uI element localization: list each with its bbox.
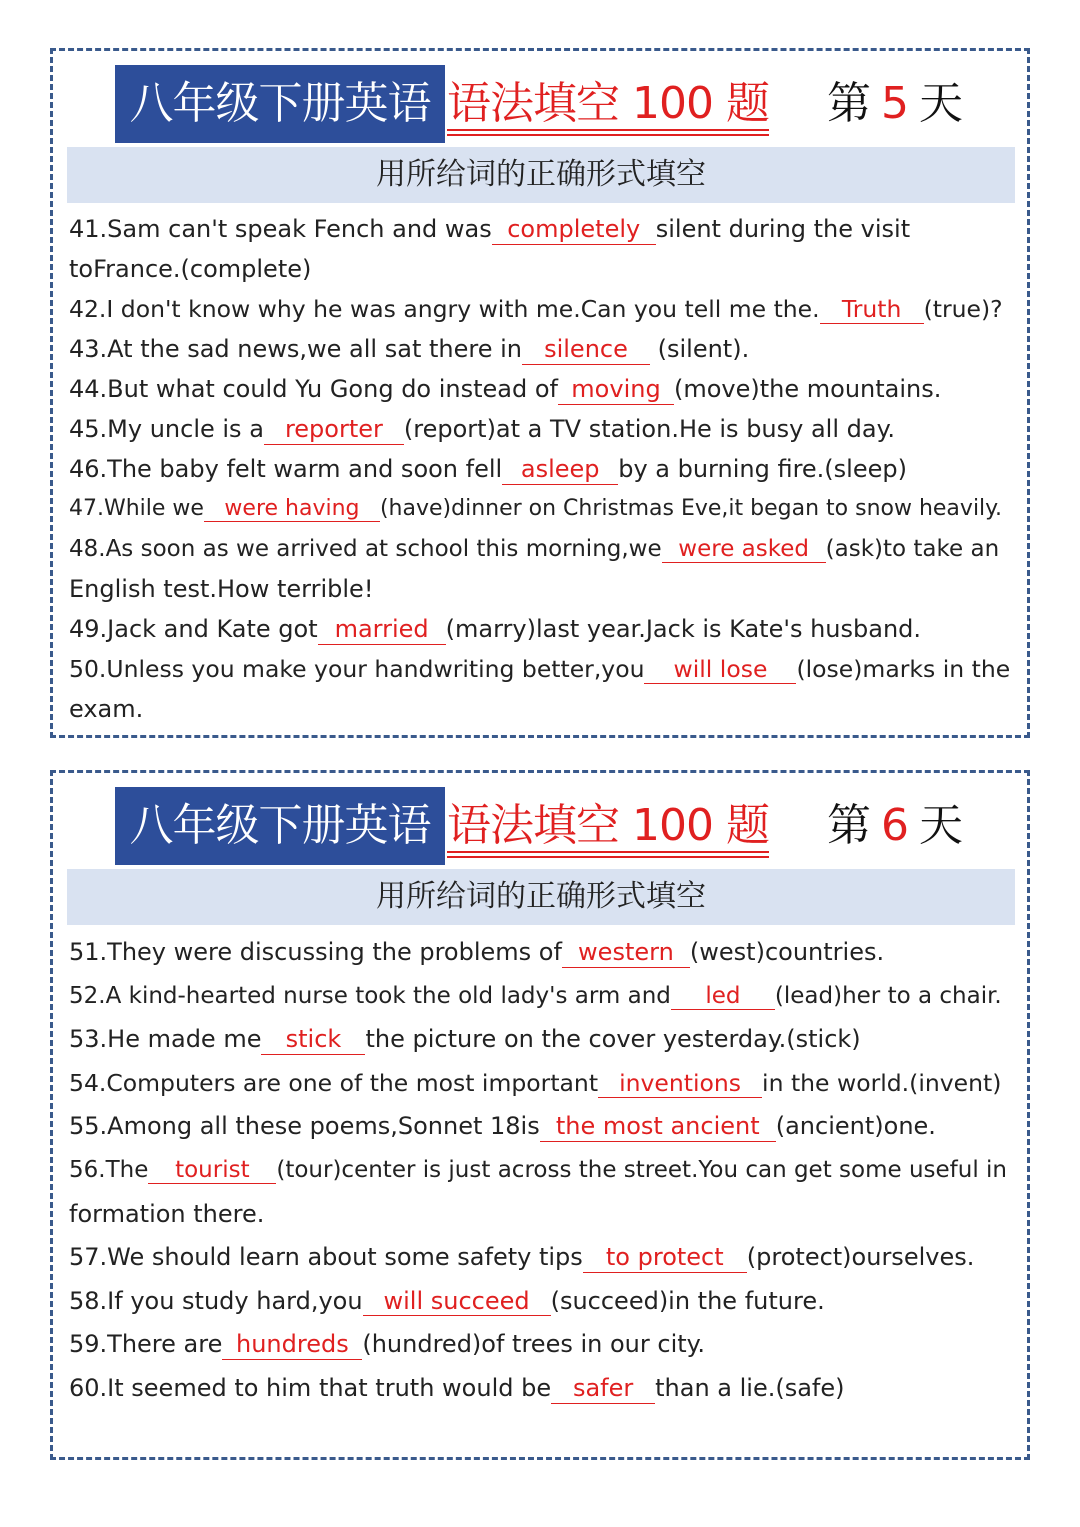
answer-blank: western bbox=[562, 939, 690, 968]
question-text: formation there. bbox=[69, 1199, 265, 1228]
question-line bbox=[69, 289, 1013, 329]
worksheet-card-day-6 bbox=[50, 770, 1030, 1460]
question-text-after: (ancient)one. bbox=[775, 1112, 936, 1141]
title-day: 第 5 天 bbox=[827, 78, 963, 129]
question-line bbox=[69, 1280, 1013, 1324]
question-text: 56.The bbox=[69, 1156, 149, 1183]
question-text: 41.Sam can't speak Fench and was bbox=[69, 215, 492, 243]
question-line bbox=[69, 1018, 1013, 1062]
title-grade-label: 八年级下册英语 bbox=[115, 65, 445, 143]
question-text-after: (report)at a TV station.He is busy all day. bbox=[403, 415, 895, 443]
question-text-after: (have)dinner on Christmas Eve,it began to snow heavily. bbox=[379, 496, 1003, 521]
answer-blank: will succeed bbox=[363, 1288, 551, 1317]
answer-blank: led bbox=[671, 983, 775, 1010]
answer-blank: to protect bbox=[583, 1244, 747, 1273]
answer-blank: safer bbox=[551, 1375, 655, 1404]
question-line bbox=[69, 931, 1013, 975]
question-list bbox=[69, 931, 1013, 1411]
question-text-after: by a burning fire.(sleep) bbox=[618, 455, 907, 483]
answer-blank: asleep bbox=[502, 456, 618, 485]
question-text: 50.Unless you make your handwriting better,you bbox=[69, 655, 645, 683]
answer-blank: married bbox=[318, 616, 446, 645]
question-text-after: (west)countries. bbox=[689, 938, 885, 966]
question-text: 53.He made me bbox=[69, 1025, 262, 1054]
question-text-after: (ask)to take an bbox=[825, 536, 1000, 562]
question-line bbox=[69, 1062, 1013, 1106]
question-line bbox=[69, 409, 1013, 449]
question-text-after: (marry)last year.Jack is Kate's husband. bbox=[445, 615, 922, 643]
question-text: 47.While we bbox=[69, 496, 204, 521]
answer-blank: will lose bbox=[644, 656, 796, 684]
question-text-after: (lead)her to a chair. bbox=[774, 982, 1002, 1009]
question-line bbox=[69, 369, 1013, 409]
question-text-after: (true)? bbox=[923, 295, 1003, 323]
question-text: 55.Among all these poems,Sonnet 18is bbox=[69, 1112, 540, 1141]
instructions-banner: 用所给词的正确形式填空 bbox=[67, 869, 1015, 925]
answer-blank: hundreds bbox=[222, 1331, 362, 1360]
question-text: 51.They were discussing the problems of bbox=[69, 938, 562, 966]
question-line bbox=[69, 1149, 1013, 1193]
answer-blank: tourist bbox=[148, 1157, 276, 1184]
question-line bbox=[69, 1323, 1013, 1367]
question-text: exam. bbox=[69, 695, 144, 723]
question-text: 57.We should learn about some safety tips bbox=[69, 1243, 583, 1272]
question-text: 52.A kind-hearted nurse took the old lady's arm and bbox=[69, 982, 671, 1009]
question-line bbox=[69, 1193, 1013, 1237]
title-topic: 语法填空 100 题 bbox=[447, 65, 769, 143]
question-line bbox=[69, 329, 1013, 369]
question-line bbox=[69, 449, 1013, 489]
question-text-after: in the world.(invent) bbox=[762, 1068, 1002, 1097]
answer-blank: inventions bbox=[598, 1070, 762, 1098]
answer-blank: completely bbox=[492, 216, 656, 245]
question-text: 54.Computers are one of the most important bbox=[69, 1068, 599, 1097]
question-line bbox=[69, 1105, 1013, 1149]
answer-blank: silence bbox=[522, 336, 650, 365]
card-title bbox=[115, 65, 985, 143]
question-text-after: (silent). bbox=[649, 335, 750, 363]
answer-blank: reporter bbox=[264, 416, 404, 445]
question-line bbox=[69, 649, 1013, 689]
answer-blank: the most ancient bbox=[540, 1113, 776, 1142]
question-line bbox=[69, 249, 1013, 289]
instructions-banner: 用所给词的正确形式填空 bbox=[67, 147, 1015, 203]
question-line bbox=[69, 1236, 1013, 1280]
title-grade-label: 八年级下册英语 bbox=[115, 787, 445, 865]
card-title bbox=[115, 787, 985, 865]
question-text-after: (lose)marks in the bbox=[796, 655, 1011, 683]
title-topic: 语法填空 100 题 bbox=[447, 787, 769, 865]
question-text: 60.It seemed to him that truth would be bbox=[69, 1373, 552, 1402]
question-list bbox=[69, 209, 1013, 729]
question-line bbox=[69, 689, 1013, 729]
worksheet-card-day-5 bbox=[50, 48, 1030, 738]
question-line bbox=[69, 609, 1013, 649]
question-text-after: (hundred)of trees in our city. bbox=[362, 1330, 706, 1359]
answer-blank: stick bbox=[261, 1026, 365, 1055]
question-text: 49.Jack and Kate got bbox=[69, 615, 318, 643]
question-text: 44.But what could Yu Gong do instead of bbox=[69, 375, 558, 403]
question-line bbox=[69, 1367, 1013, 1411]
question-text-after: (move)the mountains. bbox=[674, 375, 942, 403]
question-text: English test.How terrible! bbox=[69, 575, 374, 603]
question-text: 46.The baby felt warm and soon fell bbox=[69, 455, 503, 483]
question-line bbox=[69, 489, 1013, 529]
question-text: toFrance.(complete) bbox=[69, 255, 312, 283]
answer-blank: were having bbox=[204, 496, 380, 522]
question-text: 58.If you study hard,you bbox=[69, 1286, 363, 1315]
answer-blank: were asked bbox=[662, 536, 826, 563]
question-text: 42.I don't know why he was angry with me.Can you tell me the. bbox=[69, 295, 820, 323]
question-line bbox=[69, 209, 1013, 249]
question-line bbox=[69, 529, 1013, 569]
question-text-after: the picture on the cover yesterday.(stick) bbox=[365, 1025, 861, 1054]
title-day: 第 6 天 bbox=[827, 800, 963, 851]
question-line bbox=[69, 569, 1013, 609]
question-text-after: than a lie.(safe) bbox=[655, 1373, 845, 1402]
question-text-after: (protect)ourselves. bbox=[746, 1243, 975, 1272]
question-line bbox=[69, 975, 1013, 1019]
question-text: 48.As soon as we arrived at school this morning,we bbox=[69, 536, 662, 562]
question-text: 43.At the sad news,we all sat there in bbox=[69, 335, 522, 363]
question-text-after: (tour)center is just across the street.You can get some useful in bbox=[276, 1156, 1008, 1183]
question-text-after: silent during the visit bbox=[655, 215, 911, 243]
answer-blank: Truth bbox=[820, 296, 924, 324]
answer-blank: moving bbox=[558, 376, 674, 405]
question-text: 45.My uncle is a bbox=[69, 415, 264, 443]
question-text-after: (succeed)in the future. bbox=[550, 1286, 825, 1315]
question-text: 59.There are bbox=[69, 1330, 223, 1359]
